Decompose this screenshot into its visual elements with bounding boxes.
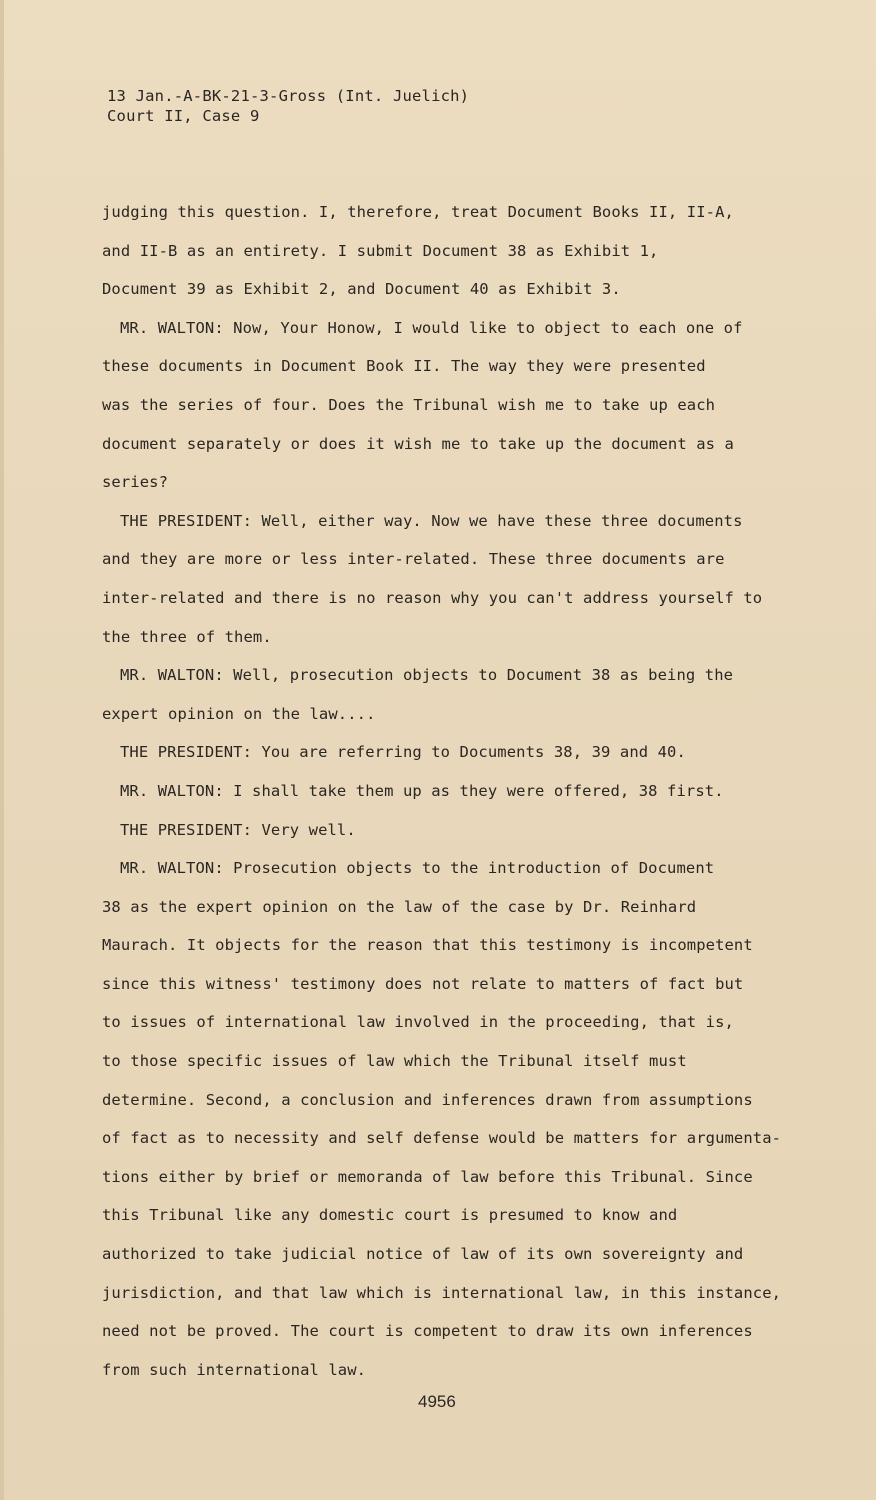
- text-line: these documents in Document Book II. The way they were presented: [102, 357, 706, 376]
- page-number: 4956: [418, 1392, 456, 1411]
- header-line-1: 13 Jan.-A-BK-21-3-Gross (Int. Juelich): [107, 87, 470, 105]
- text-line: MR. WALTON: I shall take them up as they were offered, 38 first.: [120, 781, 724, 800]
- text-line: document separately or does it wish me to take up the document as a: [102, 434, 734, 453]
- text-line: series?: [102, 473, 169, 492]
- text-line: MR. WALTON: Well, prosecution objects to Document 38 as being the: [120, 666, 734, 685]
- text-line: to issues of international law involved in the proceeding, that is,: [102, 1013, 734, 1032]
- text-line: of fact as to necessity and self defense would be matters for argumenta-: [102, 1129, 782, 1148]
- text-line: 38 as the expert opinion on the law of the case by Dr. Reinhard: [102, 897, 697, 916]
- text-line: was the series of four. Does the Tribunal wish me to take up each: [102, 395, 716, 414]
- text-line: since this witness' testimony does not relate to matters of fact but: [102, 974, 744, 993]
- text-line: expert opinion on the law....: [102, 704, 376, 723]
- header-line-2: Court II, Case 9: [107, 107, 260, 125]
- text-line: Document 39 as Exhibit 2, and Document 40 as Exhibit 3.: [102, 280, 621, 299]
- text-line: and they are more or less inter-related. These three documents are: [102, 550, 725, 569]
- text-line: determine. Second, a conclusion and inferences drawn from assumptions: [102, 1090, 753, 1109]
- document-header: [107, 86, 469, 126]
- text-line: MR. WALTON: Now, Your Honow, I would like to object to each one of: [120, 318, 743, 337]
- text-line: the three of them.: [102, 627, 272, 646]
- text-line: inter-related and there is no reason why you can't address yourself to: [102, 588, 763, 607]
- text-line: this Tribunal like any domestic court is presumed to know and: [102, 1206, 678, 1225]
- text-line: tions either by brief or memoranda of law before this Tribunal. Since: [102, 1167, 753, 1186]
- transcript-body: [102, 200, 802, 1396]
- text-line: to those specific issues of law which the Tribunal itself must: [102, 1052, 687, 1071]
- text-line: THE PRESIDENT: Well, either way. Now we have these three documents: [120, 511, 743, 530]
- text-line: authorized to take judicial notice of law of its own sovereignty and: [102, 1245, 744, 1264]
- text-line: THE PRESIDENT: You are referring to Documents 38, 39 and 40.: [120, 743, 686, 762]
- text-line: judging this question. I, therefore, treat Document Books II, II-A,: [102, 203, 734, 221]
- text-line: from such international law.: [102, 1360, 367, 1379]
- text-line: Maurach. It objects for the reason that this testimony is incompetent: [102, 936, 753, 955]
- text-line: THE PRESIDENT: Very well.: [120, 820, 356, 839]
- text-line: jurisdiction, and that law which is international law, in this instance,: [102, 1283, 782, 1302]
- text-line: MR. WALTON: Prosecution objects to the introduction of Document: [120, 859, 715, 878]
- text-line: need not be proved. The court is competent to draw its own inferences: [102, 1322, 753, 1341]
- page-left-edge: [0, 0, 4, 1500]
- text-line: and II-B as an entirety. I submit Document 38 as Exhibit 1,: [102, 241, 659, 260]
